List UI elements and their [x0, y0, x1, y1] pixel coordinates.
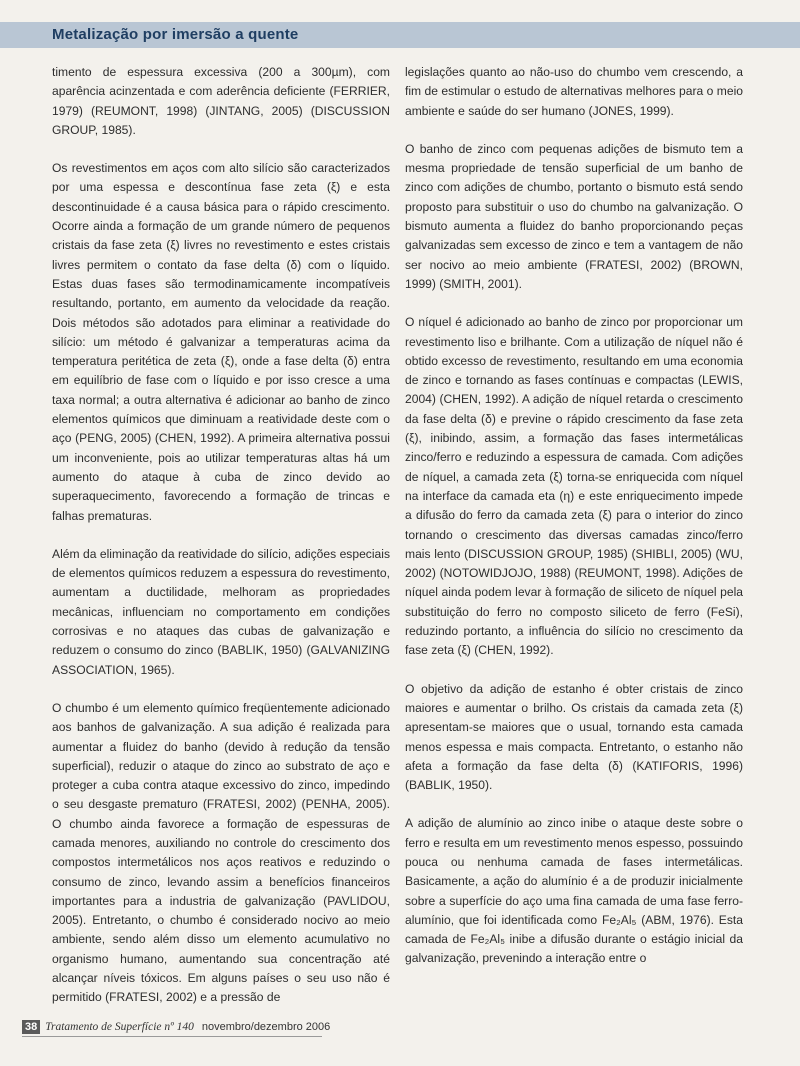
- paragraph: A adição de alumínio ao zinco inibe o ataque deste sobre o ferro e resulta em um revestimento menos espesso, possuindo pouca ou nenhuma camada de fases intermetálicas. Basicamente, a ação do alumínio é a de produzir inicialmente sobre a superfície do aço uma fina camada de uma fase ferro-alumínio, que foi identificada como Fe₂Al₅ (ABM, 1976). Esta camada de Fe₂Al₅ inibe a difusão durante o estágio inicial da galvanização, prevenindo a interação entre o: [405, 816, 743, 966]
- text-column-right: [405, 63, 743, 988]
- paragraph: O chumbo é um elemento químico freqüentemente adicionado aos banhos de galvanização. A sua adição é realizada para aumentar a fluidez do banho (devido à redução da tensão superficial), reduzir o ataque do zinco ao substrato de aço e proteger a cuba contra ataque excessivo do zinco, impedindo o seu desgaste prematuro (FRATESI, 2002) (PENHA, 2005). O chumbo ainda favorece a formação de espessuras de camada menores, auxiliando no controle do crescimento dos compostos intermetálicos nos aços reativos e reduzindo o consumo de zinco, levando assim a benefícios financeiros importantes para a industria de galvanização (PAVLIDOU, 2005). Entretanto, o chumbo é considerado nocivo ao meio ambiente, sendo além disso um elemento acumulativo no organismo humano, aumentando sua concentração até alcançar níveis tóxicos. Em alguns países o seu uso não é permitido (FRATESI, 2002) e a pressão de: [52, 700, 390, 1005]
- paragraph: O objetivo da adição de estanho é obter cristais de zinco maiores e aumentar o brilho. Os cristais da camada zeta (ξ) apresentam-se maiores que o usual, tornando esta camada menos espessa e mais compacta. Entretanto, o estanho não afeta a formação da fase delta (δ) (KATIFORIS, 1996) (BABLIK, 1950).: [405, 681, 743, 793]
- footer-divider: [22, 1036, 322, 1037]
- paragraph: O banho de zinco com pequenas adições de bismuto tem a mesma propriedade de tensão superficial de um banho de zinco com adições de chumbo, portanto o bismuto está sendo proposto para substituir o uso do chumbo na galvanização. O bismuto aumenta a fluidez do banho proporcionando peças galvanizadas sem excesso de zinco e tem a vantagem de não ser nocivo ao meio ambiente (FRATESI, 2002) (BROWN, 1999) (SMITH, 2001).: [405, 141, 743, 291]
- paragraph: O níquel é adicionado ao banho de zinco por proporcionar um revestimento liso e brilhante. Com a utilização de níquel não é obtido excesso de revestimento, resultando em uma economia de zinco e tornando as fases contínuas e compactas (LEWIS, 2004) (CHEN, 1992). A adição de níquel retarda o crescimento da fase delta (δ) e previne o rápido crescimento da fase zeta (ξ), inibindo, assim, a formação das fases intermetálicas zinco/ferro e reduzindo a espessura de camada. Com adições de níquel, a camada zeta (ξ) torna-se enriquecida com níquel na interface da camada eta (η) e este enriquecimento impede a difusão do ferro da camada zeta (ξ) para o interior do zinco tornando o crescimento das diversas camadas zinco/ferro mais lento (DISCUSSION GROUP, 1985) (SHIBLI, 2005) (WU, 2002) (NOTOWIDJOJO, 1988) (REUMONT, 1998). Adições de níquel ainda podem levar à formação de siliceto de níquel pela substituição do ferro no composto siliceto de ferro (FeSi), reduzindo portanto, a influência do silício no crescimento da fase zeta (ξ) (CHEN, 1992).: [405, 315, 743, 658]
- section-title: Metalização por imersão a quente: [52, 26, 299, 43]
- page-number: 38: [22, 1020, 40, 1034]
- paragraph: legislações quanto ao não-uso do chumbo vem crescendo, a fim de estimular o estudo de alternativas melhores para o meio ambiente e saúde do ser humano (JONES, 1999).: [405, 65, 743, 118]
- page-footer: [22, 1019, 330, 1035]
- text-column-left: [52, 63, 390, 1027]
- section-header-band: [0, 22, 800, 48]
- paragraph: Além da eliminação da reatividade do silício, adições especiais de elementos químicos reduzem a espessura do revestimento, aumentam a ductilidade, melhoram as propriedades mecânicas, influenciam no comportamento em condições corrosivas e no ataques das cubas de galvanização e reduzem o consumo do zinco (BABLIK, 1950) (GALVANIZING ASSOCIATION, 1965).: [52, 546, 390, 677]
- paragraph: Os revestimentos em aços com alto silício são caracterizados por uma espessa e descontínua fase zeta (ξ) e esta descontinuidade é a causa básica para o rápido crescimento. Ocorre ainda a formação de um grande número de pequenos cristais da fase zeta (ξ) livres no revestimento e estes cristais livres permitem o contato da fase delta (δ) com o líquido. Estas duas fases são termodinamicamente incompatíveis resultando, portanto, em aumento da velocidade da reação. Dois métodos são adotados para eliminar a reatividade do silício: um método é galvanizar a temperaturas acima da temperatura peritética de zeta (ξ), onde a fase delta (δ) entra em equilíbrio de fase com o líquido e por isso cresce a uma taxa normal; a outra alternativa é adicionar ao banho de zinco elementos químicos que diminuam a reatividade deste com o aço (PENG, 2005) (CHEN, 1992). A primeira alternativa possui um inconveniente, pois ao utilizar temperaturas altas há um aumento do ataque à cuba de zinco devido ao superaquecimento, favorecendo a formação de trincas e falhas prematuras.: [52, 161, 390, 523]
- issue-date: novembro/dezembro 2006: [201, 1021, 331, 1033]
- publication-name: Tratamento de Superfície nº 140: [45, 1021, 194, 1033]
- paragraph: timento de espessura excessiva (200 a 300µm), com aparência acinzentada e com aderência deficiente (FERRIER, 1979) (REUMONT, 1998) (JINTANG, 2005) (DISCUSSION GROUP, 1985).: [52, 65, 390, 137]
